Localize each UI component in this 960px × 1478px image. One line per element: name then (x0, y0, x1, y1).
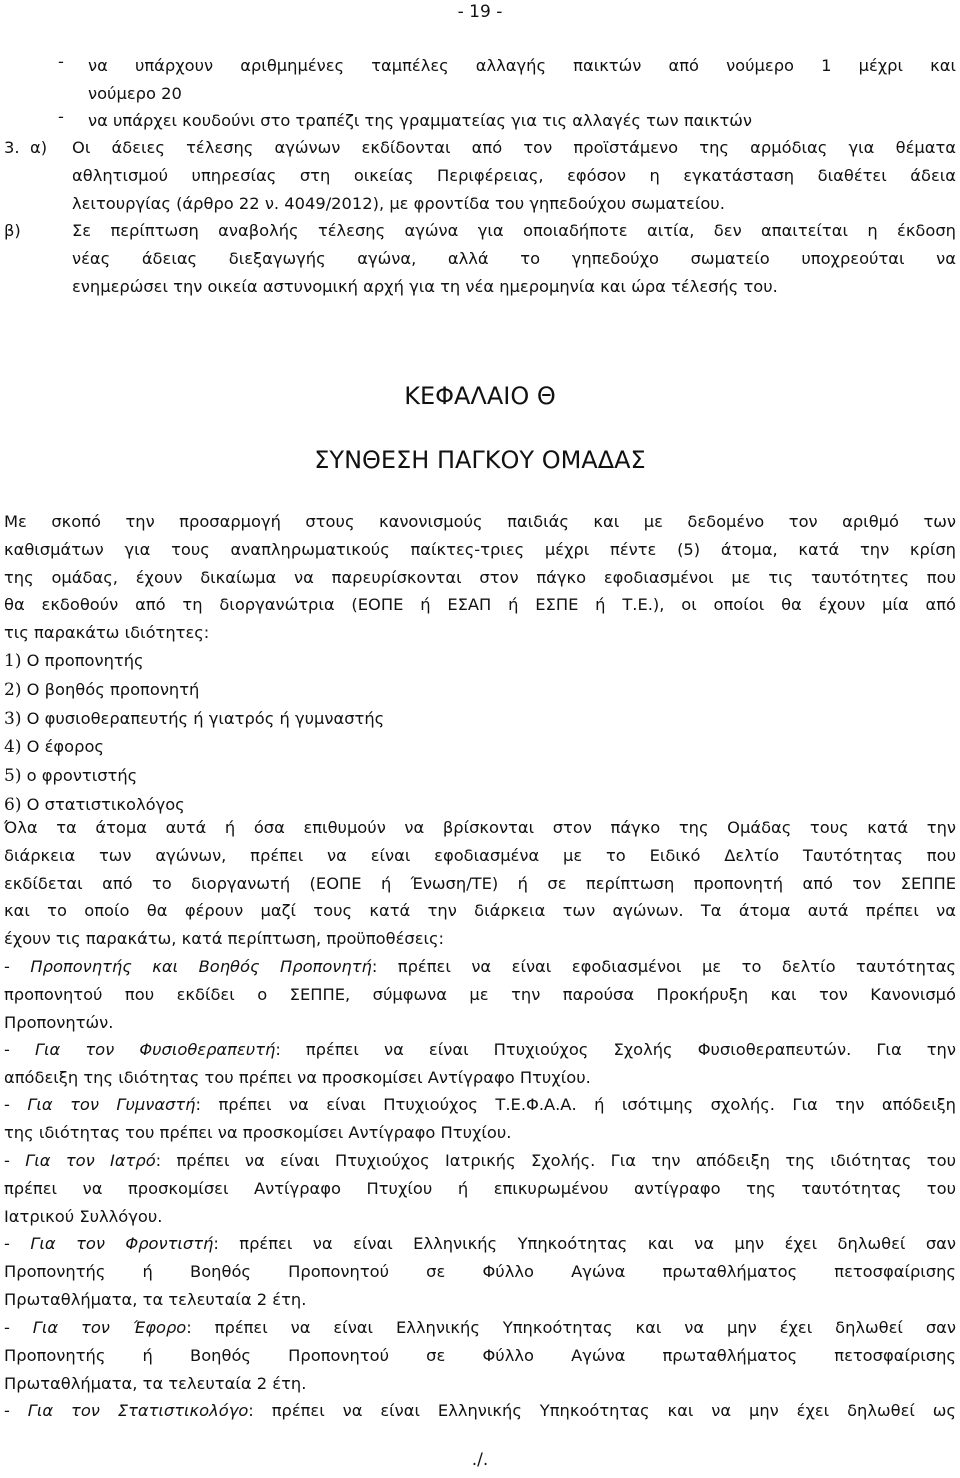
role-item: 5) ο φροντιστής (4, 766, 138, 787)
requirement-statistician: - Για τον Στατιστικολόγο: πρέπει να είναι Ελληνικής Υπηκοότητας και να μην έχει δηλωθεί ως (4, 1401, 956, 1420)
list-item-dash-1: να υπάρχουν αριθμημένες ταμπέλες αλλαγής παικτών από νούμερο 1 μέχρι και νούμερο 20 (88, 56, 956, 103)
requirement-caretaker: - Για τον Φροντιστή: πρέπει να είναι Ελληνικής Υπηκοότητας και να μην έχει δηλωθεί σαν Προπονητής ή Βοηθός Προπονητού σε Φύλλο Αγώνα πρωταθλήματος πετοσφαίρισης Πρωταθλήματα, τα τελευταία 2 έτη. (4, 1234, 956, 1309)
page-continuation-mark: ./. (471, 1450, 489, 1470)
requirement-role: Για τον Φροντιστή (30, 1234, 214, 1253)
requirement-trainer: - Για τον Γυμναστή: πρέπει να είναι Πτυχιούχος Τ.Ε.Φ.Α.Α. ή ισότιμης σχολής. Για την απόδειξη της ιδιότητας του πρέπει να προσκομίσει Αντίγραφο Πτυχίου. (4, 1095, 956, 1142)
list-dash: - (58, 107, 64, 126)
intro-paragraph: Με σκοπό την προσαρμογή στους κανονισμούς παιδιάς και με δεδομένο τον αριθμό των καθισμάτων για τους αναπληρωματικούς παίκτες-τριες μέχρι πέντε (5) άτομα, κατά την κρίση της ομάδας, έχουν δικαίωμα να παρευρίσκονται στον πάγκο εφοδιασμένοι με τις ταυτότητες που θα εκδοθούν από τη διοργανώτρια (ΕΟΠΕ ή ΕΣΑΠ ή ΕΣΠΕ ή Τ.Ε.), οι οποίοι θα έχουν μία από τις παρακάτω ιδιότητες: (4, 512, 956, 643)
page-number: - 19 - (457, 2, 503, 22)
item-3-alpha-paragraph: Οι άδειες τέλεσης αγώνων εκδίδονται από τον προϊστάμενο της αρμόδιας για θέματα αθλητισμού υπηρεσίας στη οικείας Περιφέρειας, εφόσον η εγκατάσταση διαθέτει άδεια λειτουργίας (άρθρο 22 ν. 4049/2012), με φροντίδα του γηπεδούχου σωματείου. (72, 138, 956, 213)
role-item: 3) Ο φυσιοθεραπευτής ή γιατρός ή γυμναστής (4, 708, 385, 729)
requirement-coach: - Προπονητής και Βοηθός Προπονητή: πρέπει να είναι εφοδιασμένοι με το δελτίο ταυτότητας προπονητού που εκδίδει ο ΣΕΠΠΕ, σύμφωνα με την παρούσα Προκήρυξη και τον Κανονισμό Προπονητών. (4, 957, 956, 1032)
item-3-label: 3. (4, 138, 20, 157)
body-paragraph: Όλα τα άτομα αυτά ή όσα επιθυμούν να βρίσκονται στον πάγκο της Ομάδας τους κατά την διάρκεια των αγώνων, πρέπει να είναι εφοδιασμένα με το Ειδικό Δελτίο Ταυτότητας που εκδίδεται από το διοργανωτή (ΕΟΠΕ ή Ένωση/ΤΕ) ή σε περίπτωση προπονητή από τον ΣΕΠΠΕ και το οποίο θα φέρουν μαζί τους κατά την διάρκεια των αγώνων. Τα άτομα αυτά πρέπει να έχουν τις παρακάτω, κατά περίπτωση, προϋποθέσεις: (4, 818, 956, 949)
list-item-dash-2: να υπάρχει κουδούνι στο τραπέζι της γραμματείας για τις αλλαγές των παικτών (88, 111, 753, 130)
roles-list (4, 647, 956, 820)
role-item: 4) Ο έφορος (4, 737, 104, 758)
list-dash: - (58, 52, 64, 71)
requirement-doctor: - Για τον Ιατρό: πρέπει να είναι Πτυχιούχος Ιατρικής Σχολής. Για την απόδειξη της ιδιότητας του πρέπει να προσκομίσει Αντίγραφο Πτυχίου ή επικυρωμένου αντίγραφο της ταυτότητας του Ιατρικού Συλλόγου. (4, 1151, 956, 1226)
requirement-role: Για τον Στατιστικολόγο (27, 1401, 249, 1420)
item-3-alpha-label: α) (30, 138, 48, 157)
item-3-beta-paragraph: Σε περίπτωση αναβολής τέλεσης αγώνα για οποιαδήποτε αιτία, δεν απαιτείται η έκδοση νέας άδειας διεξαγωγής αγώνα, αλλά το γηπεδούχο σωματείο υποχρεούται να ενημερώσει την οικεία αστυνομική αρχή για τη νέα ημερομηνία και ώρα τέλεσής του. (72, 221, 956, 296)
requirement-physio: - Για τον Φυσιοθεραπευτή: πρέπει να είναι Πτυχιούχος Σχολής Φυσιοθεραπευτών. Για την απόδειξη της ιδιότητας του πρέπει να προσκομίσει Αντίγραφο Πτυχίου. (4, 1040, 956, 1087)
chapter-subtitle: ΣΥΝΘΕΣΗ ΠΑΓΚΟΥ ΟΜΑΔΑΣ (314, 446, 646, 474)
requirement-role: Για τον Φυσιοθεραπευτή (34, 1040, 276, 1059)
requirement-role: Για τον Έφορο (32, 1318, 187, 1337)
role-item: 2) Ο βοηθός προπονητή (4, 679, 200, 700)
requirement-role: Για τον Γυμναστή (27, 1095, 196, 1114)
chapter-title: ΚΕΦΑΛΑΙΟ Θ (404, 382, 556, 410)
item-3-beta-label: β) (4, 221, 21, 240)
requirement-role: Για τον Ιατρό (25, 1151, 156, 1170)
requirement-role: Προπονητής και Βοηθός Προπονητή (30, 957, 372, 976)
requirement-manager: - Για τον Έφορο: πρέπει να είναι Ελληνικής Υπηκοότητας και να μην έχει δηλωθεί σαν Προπονητής ή Βοηθός Προπονητού σε Φύλλο Αγώνα πρωταθλήματος πετοσφαίρισης Πρωταθλήματα, τα τελευταία 2 έτη. (4, 1318, 956, 1393)
role-item: 1) Ο προπονητής (4, 651, 144, 671)
role-item: 6) Ο στατιστικολόγος (4, 794, 185, 815)
